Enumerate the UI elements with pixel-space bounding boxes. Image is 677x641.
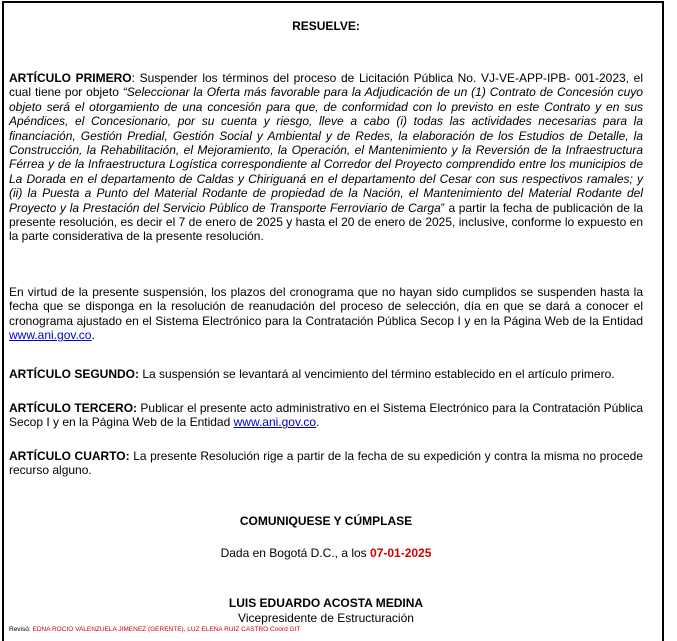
signer-name: LUIS EDUARDO ACOSTA MEDINA [228, 596, 424, 610]
article-tercero [9, 401, 643, 430]
article-primero-label: ARTÍCULO PRIMERO [9, 71, 132, 85]
suspension-paragraph [9, 285, 643, 343]
article-primero-tail: ” a partir la fecha de publicación de la presente resolución, es decir el 7 de enero de 2025 y hasta el 20 de enero de 2025, inclusive, conforme lo expuesto en la parte considerativa de la presente resolución. [9, 200, 643, 244]
article-tercero-label: ARTÍCULO TERCERO: [9, 401, 138, 415]
article-cuarto [9, 449, 643, 478]
issue-date: 07-01-2025 [370, 546, 432, 560]
article-tercero-end: . [316, 415, 320, 430]
ani-website-link-2[interactable]: www.ani.gov.co [233, 415, 317, 430]
closing-statement: COMUNIQUESE Y CÚMPLASE [239, 514, 413, 528]
article-primero-text: : Suspender los términos del proceso de Licitación Pública No. VJ-VE-APP-IPB- 001-2023, el cual tiene por objeto [9, 71, 643, 100]
article-segundo-label: ARTÍCULO SEGUNDO: [9, 367, 139, 381]
review-footnote [9, 626, 649, 634]
ani-website-link[interactable]: www.ani.gov.co [9, 328, 92, 343]
article-segundo [9, 367, 643, 381]
contract-object-text: “Seleccionar la Oferta más favorable para la Adjudicación de un (1) Contrato de Concesión cuyo objeto será el otorgamiento de una concesión para que, de conformidad con lo previsto en este Contrato y en sus Apéndices, el Concesionario, por su cuenta y riesgo, lleve a cabo (i) todas las actividades necesarias para la financiación, Gestión Predial, Gestión Social y Ambiental y de Redes, la elaboración de los Estudios de Detalle, la Construcción, la Rehabilitación, el Mejoramiento, la Operación, el Mantenimiento y la Reversión de la Infraestructura Férrea y de la Infraestructura Logística correspondiente al Corredor del Proyecto comprendido entre los municipios de La Dorada en el departamento de Caldas y Chiriguaná en el departamento del Cesar con sus respectivos ramales; y (ii) la Puesta a Punto del Material Rodante de propiedad de la Nación, el Mantenimiento del Material Rodante del Proyecto y la Prestación del Servicio Público de Transporte Ferroviario de Carga [9, 85, 643, 215]
suspension-end: . [91, 328, 95, 343]
dated-prefix: Dada en Bogotá D.C., a los [220, 546, 371, 560]
article-cuarto-label: ARTÍCULO CUARTO: [9, 449, 130, 463]
signer-title: Vicepresidente de Estructuración [238, 611, 414, 625]
article-cuarto-text: La presente Resolución rige a partir de la fecha de su expedición y contra la misma no procede recurso alguno. [9, 449, 644, 478]
reviewers: EDNA ROCIO VALENZUELA JIMENEZ (GERENTE), LUZ ELENA RUIZ CASTRO Coord GIT [32, 626, 301, 633]
article-segundo-text: La suspensión se levantará al vencimiento del término establecido en el artículo primero. [139, 367, 615, 381]
section-heading: RESUELVE: [292, 19, 360, 33]
article-tercero-text: Publicar el presente acto administrativo en el Sistema Electrónico para la Contratación Pública Secop I y en la Página Web de la Entidad [9, 401, 644, 430]
article-primero [9, 71, 643, 244]
review-label: Revisó: [9, 626, 33, 633]
suspension-text: En virtud de la presente suspensión, los plazos del cronograma que no hayan sido cumplidos se suspenden hasta la fecha que se disponga en la resolución de reanudación del proceso de selección, día en que se dará a conocer el cronograma ajustado en el Sistema Electrónico para la Contratación Pública Secop I y en la Página Web de la Entidad [9, 285, 643, 328]
dated-line [9, 546, 643, 560]
